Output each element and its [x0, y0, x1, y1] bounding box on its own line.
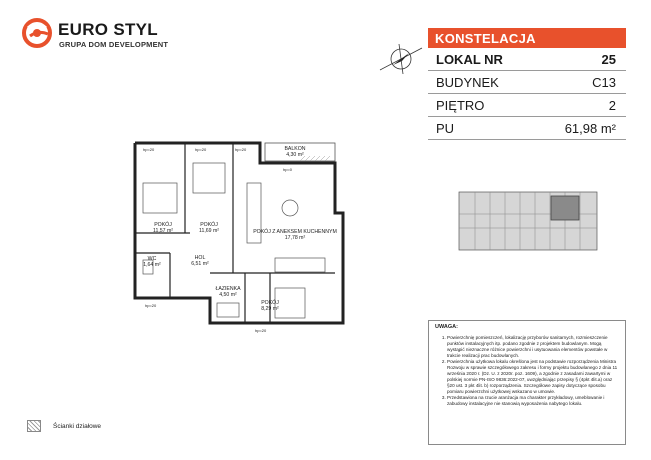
apartment-info-table — [428, 28, 626, 140]
room-area-label: 1,64 m² — [143, 262, 161, 268]
info-label: LOKAL NR — [436, 51, 503, 67]
info-value: 61,98 m² — [564, 120, 616, 136]
room-name-label: WC — [147, 256, 157, 262]
legend — [27, 420, 101, 432]
room-name-label: POKÓJ Z ANEKSEM KUCHENNYM — [253, 229, 337, 235]
note-item: 2. Powierzchnia użytkowa lokalu określona jest na podstawie rozporządzenia Ministra Rozwoju w sprawie szczegółowego zakresu i formy projektu budowlanego z dnia 11 września 2020 r. (Dz. U. z 2020r. poz. 1609), a zgodnie z zasadami zawartymi w polskiej normie PN-ISO 9836:2022-07, uwzględniając przepisy § (4pkt 4lit.a) oraz §20 ust. 3 pkt 4lit. b) rozporządzenia. Szczegółowe zapisy dotyczące sposobu pomiaru powierzchni użytkowej wskazano w umowie. — [447, 359, 619, 395]
sill-height-label: hp=0 — [283, 167, 293, 172]
sill-height-label: hp=20 — [195, 147, 207, 152]
info-label: PIĘTRO — [436, 97, 485, 113]
info-label: BUDYNEK — [436, 74, 499, 90]
room-name-label: ŁAZIENKA — [215, 286, 241, 292]
brand-logo — [22, 18, 169, 54]
sill-height-label: hp=20 — [143, 147, 155, 152]
info-row-unit — [428, 48, 626, 71]
sill-height-label: hp=20 — [145, 303, 157, 308]
brand-name: EURO STYL — [58, 20, 158, 39]
note-item: 1. Powierzchnię pomieszczeń, lokalizację przyborów sanitarnych, rozmieszczenie punktów instalacyjnych itp. podano zgodnie z projektem budowlanym. Mogą wystąpić nieznaczne różnice powierzchni i usytuowania elementów powstałe w trakcie realizacji prac budowlanych. — [447, 335, 619, 359]
note-item: 3. Przedstawiona na rzucie aranżacja ma charakter przykładowy, umeblowanie i zabudowy instalacyjne nie stanowią wyposażenia nabytego lokalu. — [447, 395, 619, 407]
room-area-label: 4,30 m² — [286, 152, 304, 158]
room-area-label: 6,51 m² — [191, 261, 209, 267]
info-value: 2 — [608, 97, 616, 113]
compass-icon — [375, 38, 425, 78]
investment-name: KONSTELACJA — [428, 28, 626, 48]
room-name-label: BALKON — [284, 146, 306, 152]
room-name-label: POKÓJ — [200, 222, 218, 228]
info-row-floor — [428, 94, 626, 117]
floor-plan — [125, 138, 350, 338]
euro-styl-logo-icon — [22, 18, 52, 48]
sill-height-label: hp=20 — [255, 328, 267, 333]
info-row-building — [428, 71, 626, 94]
room-name-label: POKÓJ — [261, 300, 279, 306]
room-area-label: 11,57 m² — [152, 228, 174, 234]
room-name-label: HOL — [194, 255, 206, 261]
notes-title: UWAGA: — [435, 324, 458, 330]
room-area-label: 4,50 m² — [219, 292, 237, 298]
legend-label: Ścianki działowe — [53, 422, 102, 430]
info-value: 25 — [601, 51, 616, 67]
notes-box — [428, 320, 626, 445]
brand-subtitle: GRUPA DOM DEVELOPMENT — [59, 40, 169, 49]
info-value: C13 — [592, 74, 616, 90]
highlighted-unit — [551, 196, 579, 220]
room-name-label: POKÓJ — [154, 222, 172, 228]
hatch-swatch-icon — [27, 420, 41, 432]
info-label: PU — [436, 120, 455, 136]
info-row-area — [428, 117, 626, 140]
building-key-plan — [455, 184, 601, 258]
room-area-label: 17,78 m² — [284, 235, 306, 241]
room-area-label: 11,69 m² — [198, 228, 220, 234]
room-area-label: 8,29 m² — [261, 306, 279, 312]
sill-height-label: hp=20 — [235, 147, 247, 152]
